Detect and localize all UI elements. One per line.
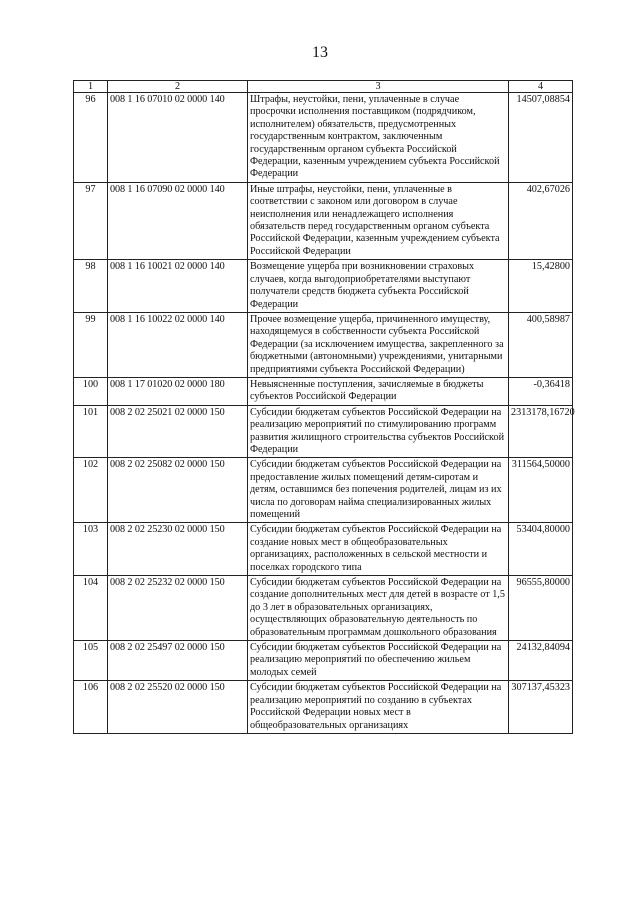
row-number: 103 xyxy=(74,523,108,576)
column-header-2: 2 xyxy=(108,81,248,93)
row-code: 008 1 16 10022 02 0000 140 xyxy=(108,312,248,377)
row-number: 102 xyxy=(74,458,108,523)
table-row xyxy=(74,576,573,641)
row-description: Прочее возмещение ущерба, причиненного имуществу, находящемуся в собственности субъекта Российской Федерации (за исключением имущества, закрепленного за бюджетными (автономными) учреждениями, унитарными предприятиями субъекта Российской Федерации) xyxy=(248,312,509,377)
row-amount: 400,58987 xyxy=(509,312,573,377)
row-description: Невыясненные поступления, зачисляемые в бюджеты субъектов Российской Федерации xyxy=(248,377,509,405)
row-code: 008 2 02 25232 02 0000 150 xyxy=(108,576,248,641)
row-amount: 402,67026 xyxy=(509,182,573,259)
row-number: 106 xyxy=(74,681,108,734)
row-amount: 24132,84094 xyxy=(509,641,573,681)
row-code: 008 2 02 25520 02 0000 150 xyxy=(108,681,248,734)
row-amount: 14507,08854 xyxy=(509,93,573,183)
row-number: 105 xyxy=(74,641,108,681)
row-number: 98 xyxy=(74,260,108,313)
row-description: Субсидии бюджетам субъектов Российской Федерации на реализацию мероприятий по созданию в субъектах Российской Федерации новых мест в общеобразовательных организациях xyxy=(248,681,509,734)
row-description: Штрафы, неустойки, пени, уплаченные в случае просрочки исполнения поставщиком (подрядчиком, исполнителем) обязательств, предусмотренных государственным контрактом, заключенным государственным органом субъекта Российской Федерации, казенным учреждением субъекта Российской Федерации xyxy=(248,93,509,183)
table-row xyxy=(74,681,573,734)
table-row xyxy=(74,458,573,523)
row-description: Субсидии бюджетам субъектов Российской Федерации на создание дополнительных мест для детей в возрасте от 1,5 до 3 лет в образовательных организациях, осуществляющих образовательную деятельность по образовательным программам дошкольного образования xyxy=(248,576,509,641)
row-amount: 15,42800 xyxy=(509,260,573,313)
row-number: 99 xyxy=(74,312,108,377)
table-row xyxy=(74,182,573,259)
row-number: 101 xyxy=(74,405,108,458)
row-number: 97 xyxy=(74,182,108,259)
row-code: 008 1 16 07090 02 0000 140 xyxy=(108,182,248,259)
column-header-3: 3 xyxy=(248,81,509,93)
row-description: Субсидии бюджетам субъектов Российской Федерации на создание новых мест в общеобразовательных организациях, расположенных в сельской местности и поселках городского типа xyxy=(248,523,509,576)
row-amount: 307137,45323 xyxy=(509,681,573,734)
row-amount: 311564,50000 xyxy=(509,458,573,523)
row-amount: 2313178,16720 xyxy=(509,405,573,458)
row-code: 008 2 02 25230 02 0000 150 xyxy=(108,523,248,576)
table-header-row xyxy=(74,81,573,93)
row-description: Субсидии бюджетам субъектов Российской Федерации на предоставление жилых помещений детям-сиротам и детям, оставшимся без попечения родителей, лицам из их числа по договорам найма специализированных жилых помещений xyxy=(248,458,509,523)
table-row xyxy=(74,641,573,681)
page-number: 13 xyxy=(312,44,328,61)
row-number: 104 xyxy=(74,576,108,641)
table-row xyxy=(74,260,573,313)
row-code: 008 2 02 25021 02 0000 150 xyxy=(108,405,248,458)
row-code: 008 1 16 07010 02 0000 140 xyxy=(108,93,248,183)
table-row xyxy=(74,93,573,183)
row-description: Возмещение ущерба при возникновении страховых случаев, когда выгодоприобретателями выступают получатели средств бюджета субъекта Российской Федерации xyxy=(248,260,509,313)
row-number: 96 xyxy=(74,93,108,183)
table-row xyxy=(74,312,573,377)
table-row xyxy=(74,405,573,458)
row-amount: -0,36418 xyxy=(509,377,573,405)
column-header-1: 1 xyxy=(74,81,108,93)
row-code: 008 1 16 10021 02 0000 140 xyxy=(108,260,248,313)
row-description: Субсидии бюджетам субъектов Российской Федерации на реализацию мероприятий по стимулированию программ развития жилищного строительства субъектов Российской Федерации xyxy=(248,405,509,458)
row-code: 008 2 02 25497 02 0000 150 xyxy=(108,641,248,681)
revenue-table xyxy=(73,80,573,734)
row-code: 008 1 17 01020 02 0000 180 xyxy=(108,377,248,405)
column-header-4: 4 xyxy=(509,81,573,93)
row-number: 100 xyxy=(74,377,108,405)
row-code: 008 2 02 25082 02 0000 150 xyxy=(108,458,248,523)
row-description: Субсидии бюджетам субъектов Российской Федерации на реализацию мероприятий по обеспечению жильем молодых семей xyxy=(248,641,509,681)
row-amount: 96555,80000 xyxy=(509,576,573,641)
row-amount: 53404,80000 xyxy=(509,523,573,576)
table-row xyxy=(74,377,573,405)
table-row xyxy=(74,523,573,576)
row-description: Иные штрафы, неустойки, пени, уплаченные в соответствии с законом или договором в случае неисполнения или ненадлежащего исполнения обязательств перед государственным органом субъекта Российской Федерации, казенным учреждением субъекта Российской Федерации xyxy=(248,182,509,259)
